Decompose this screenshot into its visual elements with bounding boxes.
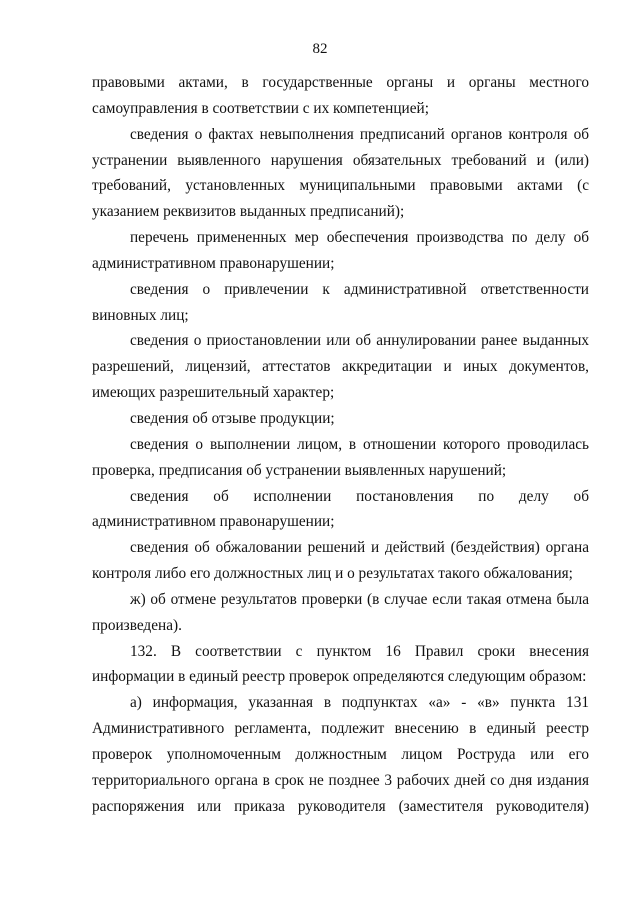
paragraph-1: правовыми актами, в государственные органы и органы местного самоуправления в соответствии с их компетенцией; [92, 74, 589, 117]
paragraph-3: перечень примененных мер обеспечения производства по делу об административном правонарушении; [92, 229, 589, 272]
paragraph-4: сведения о привлечении к административной ответственности виновных лиц; [92, 280, 589, 324]
document-body [92, 70, 589, 819]
paragraph-5: сведения о приостановлении или об аннулировании ранее выданных разрешений, лицензий, аттестатов аккредитации и иных документов, имеющих разрешительный характер; [92, 332, 589, 402]
paragraph-2: сведения о фактах невыполнения предписаний органов контроля об устранении выявленного нарушения обязательных требований и (или) требований, установленных муниципальными правовыми актами (с указанием реквизитов выданных предписаний); [92, 125, 589, 221]
page-number: 82 [312, 41, 328, 57]
paragraph-11: 132. В соответствии с пунктом 16 Правил сроки внесения информации в единый реестр проверок определяются следующим образом: [92, 642, 589, 686]
paragraph-6: сведения об отзыве продукции; [130, 409, 335, 427]
paragraph-7: сведения о выполнении лицом, в отношении которого проводилась проверка, предписания об устранении выявленных нарушений; [92, 435, 589, 479]
paragraph-10: ж) об отмене результатов проверки (в случае если такая отмена была произведена). [92, 590, 589, 634]
paragraph-9: сведения об обжаловании решений и действий (бездействия) органа контроля либо его должностных лиц и о результатах такого обжалования; [92, 539, 589, 583]
paragraph-12: а) информация, указанная в подпунктах «а» - «в» пункта 131 Административного регламента, подлежит внесению в единый реестр проверок уполномоченным должностным лицом Роструда или его территориального органа в срок не позднее 3 рабочих дней со дня издания распоряжения или приказа руководителя (заместителя руководителя) [92, 694, 589, 815]
paragraph-8: сведения об исполнении постановления по делу об административном правонарушении; [92, 487, 589, 531]
